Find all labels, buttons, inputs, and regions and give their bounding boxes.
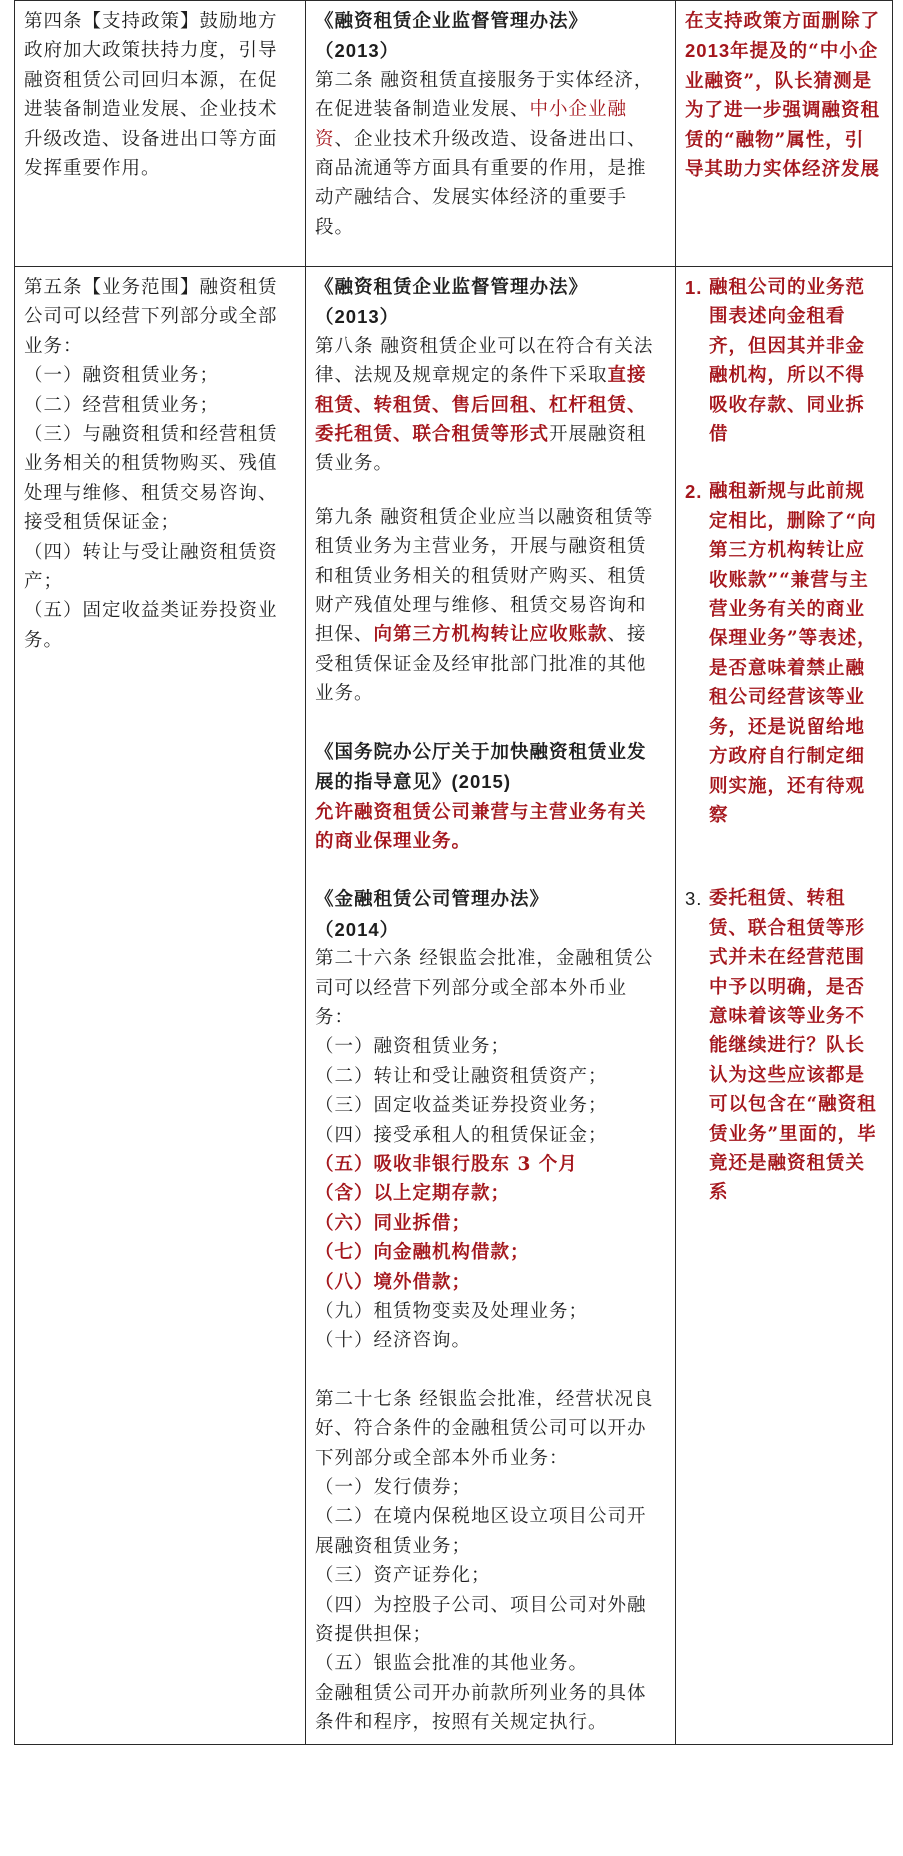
reference-title: 《国务院办公厅关于加快融资租赁业发展的指导意见》(2015) [315, 741, 647, 794]
commentary-text: 融租新规与此前规定相比，删除了“向第三方机构转让应收账款”“兼营与主营业务有关的商业保理业务”等表述，是否意味着禁止融租公司经营该等业务，还是说留给地方政府自行制定细则实施，还有待观察 [709, 481, 877, 826]
article-27-list [315, 1473, 665, 1679]
cell-commentary [676, 1, 893, 267]
article-26-item: （二）转让和受让融资租赁资产； [315, 1065, 608, 1087]
article-27-item: （三）资产证券化； [315, 1565, 491, 1587]
article-26-list [315, 1032, 665, 1355]
article-26-item: （三）固定收益类证券投资业务； [315, 1095, 608, 1117]
article-5-list [24, 273, 295, 655]
reference-title: 《金融租赁公司管理办法》 [315, 889, 550, 911]
article-2-text: 第二条 融资租赁直接服务于实体经济，在促进装备制造业发展、中小企业融资、企业技术升级改造、设备进出口、商品流通等方面具有重要的作用，是推动产融结合、发展实体经济的重要手段。 [315, 69, 654, 238]
highlight-sme-financing: 中小企业融资 [315, 99, 628, 150]
cell-new-article [15, 267, 306, 1745]
article-26-item: （含）以上定期存款； [315, 1183, 511, 1205]
article-26-item: （六）同业拆借； [315, 1212, 472, 1234]
cell-new-article [15, 1, 306, 267]
article-5-line: （一）融资租赁业务； [24, 365, 220, 387]
commentary-number: 2. [685, 481, 703, 503]
article-26-item: （八）境外借款； [315, 1271, 472, 1293]
article-27-intro: 第二十七条 经银监会批准，经营状况良好、符合条件的金融租赁公司可以开办下列部分或全部本外币业务： [315, 1388, 654, 1469]
article-26-item: （十）经济咨询。 [315, 1330, 472, 1352]
reference-year: （2013） [315, 40, 400, 62]
highlight-lease-forms: 直接租赁、转租赁、售后回租、杠杆租赁、委托租赁、联合租赁等形式 [315, 365, 647, 446]
article-5-line: （四）转让与受让融资租赁资产； [24, 541, 278, 593]
article-26-item: （五）吸收非银行股东 3 个月 [315, 1153, 578, 1175]
article-8-text: 第八条 融资租赁企业可以在符合有关法律、法规及规章规定的条件下采取直接租赁、转租赁、售后回租、杠杆租赁、委托租赁、联合租赁等形式开展融资租赁业务。 [315, 335, 654, 475]
article-27-outro: 金融租赁公司开办前款所列业务的具体条件和程序，按照有关规定执行。 [315, 1682, 647, 1734]
commentary-text: 委托租赁、转租赁、联合租赁等形式并未在经营范围中予以明确，是否意味着该等业务不能继续进行？队长认为这些应该都是可以包含在“融资租赁业务”里面的，毕竟还是融资租赁关系 [709, 888, 877, 1204]
reference-title: 《融资租赁企业监督管理办法》 [315, 11, 589, 32]
article-5-line: 第五条【业务范围】融资租赁公司可以经营下列部分或全部业务： [24, 277, 278, 357]
reference-title: 《融资租赁企业监督管理办法》 [315, 277, 589, 298]
table-row-support-policy [15, 1, 893, 267]
commentary-text: 融租公司的业务范围表述向金租看齐，但因其并非金融机构，所以不得吸收存款、同业拆借 [709, 277, 866, 446]
commentary-text: 在支持政策方面删除了2013年提及的“中小企业融资”，队长猜测是为了进一步强调融资租赁的“融物”属性，引导其助力实体经济发展 [685, 11, 881, 181]
commentary-number: 1. [685, 277, 703, 298]
highlight-receivables-transfer: 向第三方机构转让应收账款 [373, 624, 608, 646]
article-26-item: （四）接受承租人的租赁保证金； [315, 1124, 608, 1146]
commentary-item [685, 884, 882, 1207]
article-27-item: （五）银监会批准的其他业务。 [315, 1653, 589, 1675]
highlight-factoring: 允许融资租赁公司兼营与主营业务有关的商业保理业务。 [315, 801, 647, 852]
article-5-line: （五）固定收益类证券投资业务。 [24, 600, 278, 651]
commentary-item [685, 273, 882, 449]
article-26-item: （九）租赁物变卖及处理业务； [315, 1301, 589, 1322]
commentary-number: 3. [685, 888, 703, 910]
article-27-item: （一）发行债券； [315, 1477, 472, 1499]
article-26-item: （七）向金融机构借款； [315, 1242, 530, 1264]
table-row-business-scope [15, 267, 893, 1745]
cell-prior-regulation [306, 1, 676, 267]
reference-year: （2013） [315, 306, 400, 328]
reference-year: （2014） [315, 918, 400, 940]
article-26-intro: 第二十六条 经银监会批准，金融租赁公司可以经营下列部分或全部本外币业务： [315, 948, 654, 1028]
article-26-item: （一）融资租赁业务； [315, 1036, 511, 1058]
commentary-item [685, 477, 882, 830]
article-5-line: （三）与融资租赁和经营租赁业务相关的租赁物购买、残值处理与维修、租赁交易咨询、接受租赁保证金； [24, 424, 278, 534]
commentary-year: 2013 [685, 40, 731, 62]
commentary-list [685, 273, 882, 1208]
article-27-item: （四）为控股子公司、项目公司对外融资提供担保； [315, 1594, 647, 1646]
cell-prior-regulation [306, 267, 676, 1745]
cell-commentary [676, 267, 893, 1745]
regulation-comparison-table [14, 0, 893, 1745]
article-4-text: 第四条【支持政策】鼓励地方政府加大政策扶持力度，引导融资租赁公司回归本源，在促进装备制造业发展、企业技术升级改造、设备进出口等方面发挥重要作用。 [24, 11, 278, 180]
article-5-line: （二）经营租赁业务； [24, 394, 220, 416]
article-27-item: （二）在境内保税地区设立项目公司开展融资租赁业务； [315, 1506, 647, 1557]
article-9-text: 第九条 融资租赁企业应当以融资租赁等租赁业务为主营业务，开展与融资租赁和租赁业务相关的租赁财产购买、租赁财产残值处理与维修、租赁交易咨询和担保、向第三方机构转让应收账款、接受租赁保证金及经审批部门批准的其他业务。 [315, 506, 654, 705]
